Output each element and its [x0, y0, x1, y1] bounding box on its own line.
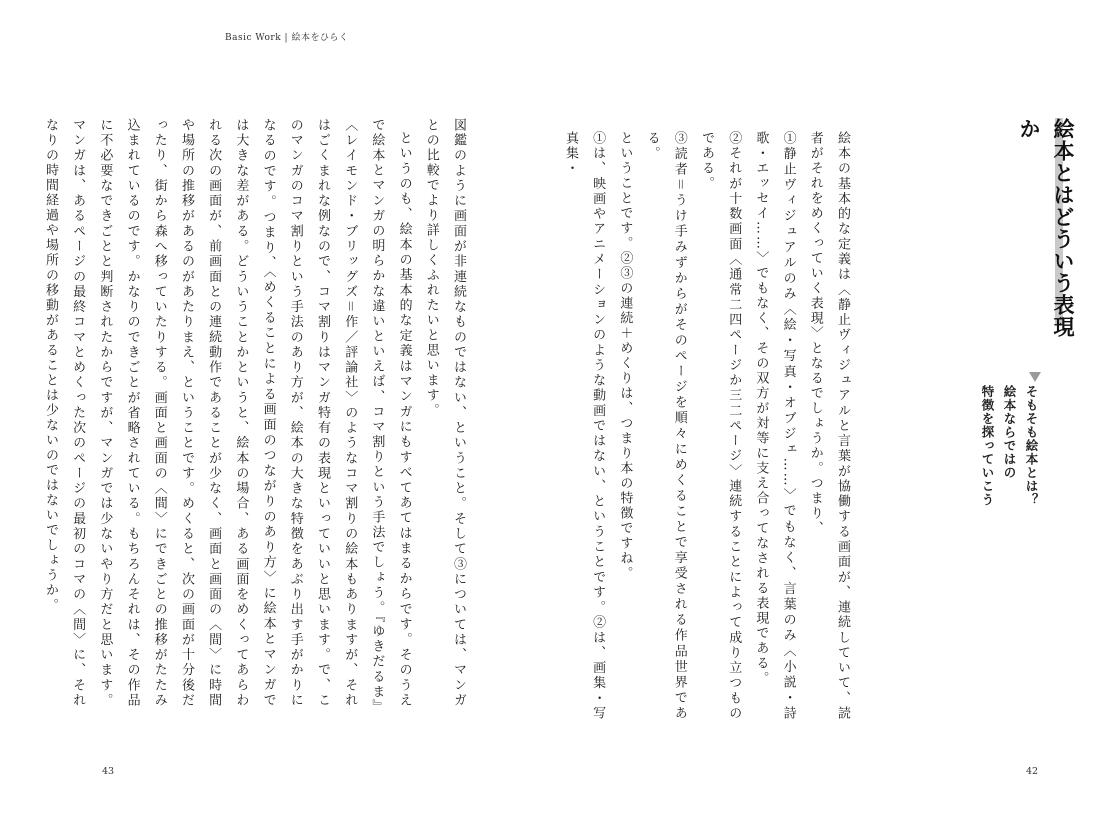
left-paragraph-2: というのも、絵本の基本的な定義はマンガにもすべてあてはまるからです。そのうえで絵本とマンガの明らかな違いといえば、コマ割りという手法でしょう。『ゆきだるま』〈レイモンド・ブリッグズ＝作／評論社〉のようなコマ割りの絵本もありますが、それはごくまれな例なので、コマ割りはマンガ特有の表現といっていいと思います。で、このマンガのコマ割りという手法のあり方が、絵本の大きな特徴をあぶり出す手がかりになるのです。つまり、〈めくることによる画面のつながりのあり方〉に絵本とマンガでは大きな差がある。どういうことかというと、絵本の場合、ある画面をめくってあらわれる次の画面が、前画面との連続動作であることが少なく、画面と画面の〈間〉に時間や場所の推移があるのがあたりまえ、ということです。めくると、次の画面が十分後だったり、街から森へ移っていたりする。画面と画面の〈間〉にできごとの推移がたたみ込まれているのです。かなりのできごとが省略されている。もちろんそれは、その作品に不必要なできごとと判断されたからですが、マンガでは少ないやり方だと思います。マンガは、あるページの最終コマとめくった次のページの最初のコマの〈間〉に、それなりの時間経過や場所の移動があることは少ないのではないでしょうか。 — [42, 118, 412, 709]
right-paragraph-1: 絵本の基本的な定義は〈静止ヴィジュアルと言葉が協働する画面が、連続していて、読者がそれをめくっていく表現〉となるでしょうか。つまり、 — [807, 131, 850, 721]
section-subtitle — [976, 385, 1042, 545]
subtitle-line-2: 絵本ならではの — [1002, 385, 1017, 480]
page-number-left: 43 — [102, 766, 115, 777]
subtitle-line-3: 特徴を探っていこう — [980, 385, 995, 507]
right-paragraph-5: ということです。②③の連続＋めくりは、つまり本の特徴ですね。 — [617, 131, 633, 581]
running-head: Basic Work | 絵本をひらく — [225, 33, 349, 43]
section-title: 絵本とはどういう表現か — [1017, 118, 1075, 338]
left-paragraph-1: 図鑑のように画面が非連続なものではない、ということ。そして③については、マンガとの比較でより詳しくふれたいと思います。 — [423, 118, 466, 708]
subtitle-line-1: そもそも絵本とは？ — [1024, 385, 1039, 507]
right-paragraph-2: ①静止ヴィジュアルのみ〈絵・写真・オブジェ……〉でもなく、言葉のみ〈小説・詩歌・エッセイ……〉でもなく、その双方が対等に支え合ってなされる表現である。 — [753, 131, 796, 721]
triangle-marker-icon — [1029, 372, 1041, 382]
right-paragraph-3: ②それが十数画面〈通常二四ページか三二ページ〉連続することによって成り立つものである。 — [698, 131, 742, 722]
right-paragraph-4: ③読者＝うけ手みずからがそのページを順々にめくることで享受される作品世界である。 — [644, 131, 687, 721]
right-paragraph-6: ①は、映画やアニメーションのような動画ではない、ということです。②は、画集・写真集・ — [562, 131, 606, 722]
right-body-text — [562, 131, 856, 722]
left-body-text — [42, 118, 472, 709]
page-number-right: 42 — [1026, 766, 1039, 777]
right-page — [560, 0, 1120, 815]
